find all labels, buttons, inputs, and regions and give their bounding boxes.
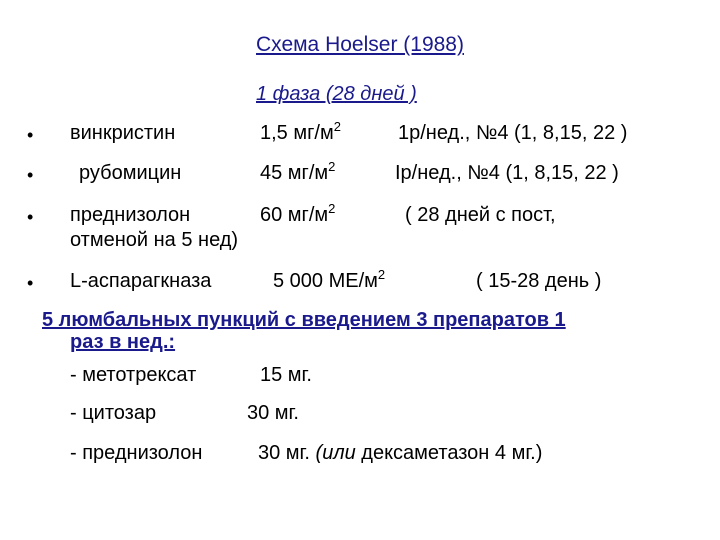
bullet-icon: • [27,165,34,185]
bullet-icon: • [27,125,34,145]
intrathecal-name: - преднизолон [70,442,203,464]
drug-dose: 45 $мг/м^2$ [260,159,336,184]
drug-schedule: ( 15-28 день ) [476,270,602,292]
intrathecal-alt-prefix: (или [315,442,356,464]
intrathecal-name: - цитозар [70,402,157,424]
intrathecal-name: - метотрексат [70,364,197,386]
drug-dose: 1,5 $мг/м^2$ [260,119,341,144]
procedures-heading-line1: 5 люмбальных пункций с введением 3 препаратов 1 [42,309,566,331]
drug-schedule: ( 28 дней с пост, [405,204,556,226]
intrathecal-alt: дексаметазон 4 мг.) [361,442,543,464]
drug-dose: 60 $мг/м^2$ [260,201,336,226]
procedures-heading-line2: раз в нед.: [70,330,176,353]
bullet-icon: • [27,273,34,293]
bullet-icon: • [27,207,34,227]
drug-schedule: 1р/нед., №4 (1, 8,15, 22 ) [398,122,628,144]
phase-subtitle: 1 фаза (28 дней ) [256,83,417,105]
drug-schedule-continuation: отменой на 5 нед) [70,229,239,251]
drug-schedule: Iр/нед., №4 (1, 8,15, 22 ) [395,162,619,184]
drug-dose: 5 000 $МЕ/м^2$ [273,267,386,292]
drug-name: L-аспарагкназа [70,270,212,292]
intrathecal-dose: 30 мг. (или дексаметазон 4 мг.) [258,442,543,464]
procedures-heading [42,310,682,353]
intrathecal-dose: 15 мг. [260,364,312,386]
page-title: Схема Hoelser (1988) [256,33,464,56]
drug-name: преднизолон [70,204,191,226]
drug-name: рубомицин [79,162,182,184]
intrathecal-dose: 30 мг. [247,402,299,424]
drug-name: винкристин [70,122,176,144]
